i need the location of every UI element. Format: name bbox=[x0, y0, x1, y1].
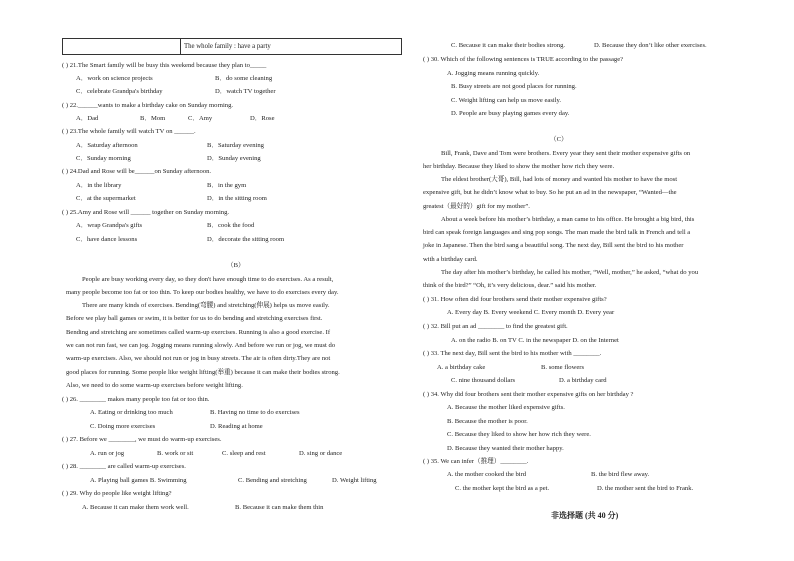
text-line: D．Sunday evening bbox=[207, 155, 261, 162]
text-line: ( ) 33. The next day, Bill sent the bird to his mother with ________. bbox=[423, 350, 602, 357]
text-line: The day after his mother’s birthday, he called his mother, “Well, mother,” he asked, “what do you bbox=[441, 269, 699, 276]
text-line: （C） bbox=[550, 136, 568, 143]
text-line: D. People are busy playing games every day. bbox=[451, 110, 570, 117]
text-line: we can not run fast, we can jog. Jogging means running slowly. And before we run or jog, we must do bbox=[66, 342, 336, 349]
text-line: A. Because it can make them work well. bbox=[82, 504, 189, 511]
text-line: B．in the gym bbox=[207, 182, 247, 189]
text-line: A. Jogging means running quickly. bbox=[447, 70, 540, 77]
text-line: D. Reading at home bbox=[210, 423, 263, 430]
section-heading: 非选择题 (共 40 分) bbox=[551, 511, 619, 520]
text-line: C. sleep and rest bbox=[222, 450, 266, 457]
text-line: B．do some cleaning bbox=[215, 75, 273, 82]
table-cell: The whole family : have a party bbox=[184, 43, 271, 50]
text-line: B. some flowers bbox=[541, 364, 585, 371]
text-line: There are many kinds of exercises. Bending(弯腰) and stretching(伸展) helps us move easily. bbox=[82, 302, 330, 309]
text-line: C. Doing more exercises bbox=[90, 423, 156, 430]
text-line: A．Saturday afternoon bbox=[76, 142, 138, 149]
text-line: C. Because they liked to show her how rich they were. bbox=[447, 431, 591, 438]
text-line: D. a birthday card bbox=[559, 377, 607, 384]
text-line: C. Because it can make their bodies strong. bbox=[451, 42, 566, 49]
text-line: A. a birthday cake bbox=[437, 364, 486, 371]
text-line: （B） bbox=[227, 262, 245, 269]
table-divider bbox=[180, 39, 181, 54]
text-line: A．Dad bbox=[76, 115, 99, 122]
text-line: many people become too fat or too thin. To keep our bodies healthy, we have to do exercises every day. bbox=[66, 289, 339, 296]
text-line: A. Playing ball games B. Swimming bbox=[90, 477, 187, 484]
text-line: C. Weight lifting can help us move easily. bbox=[451, 97, 562, 104]
text-line: D. sing or dance bbox=[299, 450, 343, 457]
text-line: good places for running. Some people like weight lifting(举重) because it can make their bodies strong. bbox=[66, 369, 340, 376]
text-line: C. nine thousand dollars bbox=[451, 377, 516, 384]
text-line: A. the mother cooked the bird bbox=[447, 471, 527, 478]
text-line: Bending and stretching are sometimes called warm-up exercises. Running is also a good exercise. If bbox=[66, 329, 331, 336]
text-line: People are busy working every day, so they don't have enough time to do exercises. As a result, bbox=[82, 276, 334, 283]
text-line: bird can speak foreign languages and sing pop songs. The man made the bird talk in French and tell a bbox=[423, 229, 691, 236]
text-line: About a week before his mother’s birthday, a man came to his office. He brought a big bird, this bbox=[441, 216, 695, 223]
text-line: A．wrap Grandpa's gifts bbox=[76, 222, 143, 229]
text-line: D. the mother sent the bird to Frank. bbox=[597, 485, 694, 492]
text-line: B. work or sit bbox=[157, 450, 194, 457]
text-line: her birthday. Because they liked to show the mother how rich they were. bbox=[423, 163, 615, 170]
text-line: B．Mom bbox=[140, 115, 166, 122]
text-line: ( ) 31. How often did four brothers send their mother expensive gifts? bbox=[423, 296, 607, 303]
text-line: ( ) 28. ________ are called warm-up exercises. bbox=[62, 463, 186, 470]
text-line: B. Because the mother is poor. bbox=[447, 418, 528, 425]
text-line: D．Rose bbox=[250, 115, 275, 122]
text-line: Before we play ball games or swim, it is better for us to do bending and stretching exercises first. bbox=[66, 315, 323, 322]
text-line: D．in the sitting room bbox=[207, 195, 267, 202]
text-line: B. the bird flew away. bbox=[591, 471, 650, 478]
text-line: ( ) 34. Why did four brothers sent their mother expensive gifts on her birthday ? bbox=[423, 391, 634, 398]
text-line: B. Busy streets are not good places for running. bbox=[451, 83, 577, 90]
text-line: ( ) 27. Before we ________, we must do warm-up exercises. bbox=[62, 436, 222, 443]
text-line: ( ) 22.______wants to make a birthday cake on Sunday morning. bbox=[62, 102, 234, 109]
text-line: ( ) 25.Amy and Rose will ______ together on Sunday morning. bbox=[62, 209, 230, 216]
text-line: D．watch TV together bbox=[215, 88, 276, 95]
text-line: D. Weight lifting bbox=[332, 477, 377, 484]
text-line: ( ) 21.The Smart family will be busy this weekend because they plan to_____ bbox=[62, 62, 267, 69]
text-line: C．celebrate Grandpa's birthday bbox=[76, 88, 163, 95]
text-line: D．decorate the sitting room bbox=[207, 236, 285, 243]
text-line: ( ) 30. Which of the following sentences is TRUE according to the passage? bbox=[423, 56, 624, 63]
text-line: A．work on science projects bbox=[76, 75, 153, 82]
text-line: A．in the library bbox=[76, 182, 122, 189]
text-line: D. Because they don’t like other exercises. bbox=[594, 42, 707, 49]
answer-table bbox=[62, 38, 402, 55]
text-line: B．Saturday evening bbox=[207, 142, 264, 149]
text-line: joke in Japanese. Then the bird sang a beautiful song. The next day, Bill sent the bird to his mother bbox=[423, 242, 684, 249]
text-line: A. on the radio B. on TV C. in the newspaper D. on the Internet bbox=[451, 337, 619, 344]
text-line: B. Because it can make them thin bbox=[235, 504, 324, 511]
text-line: ( ) 29. Why do people like weight lifting? bbox=[62, 490, 172, 497]
text-line: think of the bird?” “Oh, it’s very delicious, dear.” said his mother. bbox=[423, 282, 597, 289]
text-line: A. Because the mother liked expensive gifts. bbox=[447, 404, 565, 411]
text-line: ( ) 24.Dad and Rose will be______on Sunday afternoon. bbox=[62, 168, 212, 175]
text-line: C．have dance lessons bbox=[76, 236, 138, 243]
text-line: C. the mother kept the bird as a pet. bbox=[455, 485, 550, 492]
text-line: ( ) 26. ________ makes many people too fat or too thin. bbox=[62, 396, 210, 403]
text-line: Also, we need to do some warm-up exercises before weight lifting. bbox=[66, 382, 243, 389]
text-line: C．Amy bbox=[188, 115, 213, 122]
text-line: C. Bending and stretching bbox=[238, 477, 307, 484]
text-line: A. Every day B. Every weekend C. Every month D. Every year bbox=[447, 309, 615, 316]
text-line: expensive gift, but he didn’t know what to buy. So he put an ad in the newspaper, “Wanted—the bbox=[423, 189, 677, 196]
text-line: warm-up exercises. Also, we should not run or jog in busy streets. The air is often dirty.They are not bbox=[66, 355, 331, 362]
text-line: The eldest brother(大哥), Bill, had lots of money and wanted his mother to have the most bbox=[441, 176, 678, 183]
text-line: greatest（最好的）gift for my mother”. bbox=[423, 203, 530, 210]
text-line: C．at the supermarket bbox=[76, 195, 136, 202]
text-line: ( ) 35. We can infer（推理）________. bbox=[423, 458, 529, 465]
text-line: A. run or jog bbox=[90, 450, 125, 457]
text-line: D. Because they wanted their mother happy. bbox=[447, 445, 564, 452]
text-line: A. Eating or drinking too much bbox=[90, 409, 173, 416]
text-line: ( ) 23.The whole family will watch TV on ______. bbox=[62, 128, 196, 135]
text-line: with a birthday card. bbox=[423, 256, 478, 263]
text-line: C．Sunday morning bbox=[76, 155, 131, 162]
text-line: B．cook the food bbox=[207, 222, 255, 229]
text-line: Bill, Frank, Dave and Tom were brothers. Every year they sent their mother expensive gifts on bbox=[441, 150, 691, 157]
text-line: ( ) 32. Bill put an ad ________ to find the greatest gift. bbox=[423, 323, 568, 330]
text-line: B. Having no time to do exercises bbox=[210, 409, 300, 416]
